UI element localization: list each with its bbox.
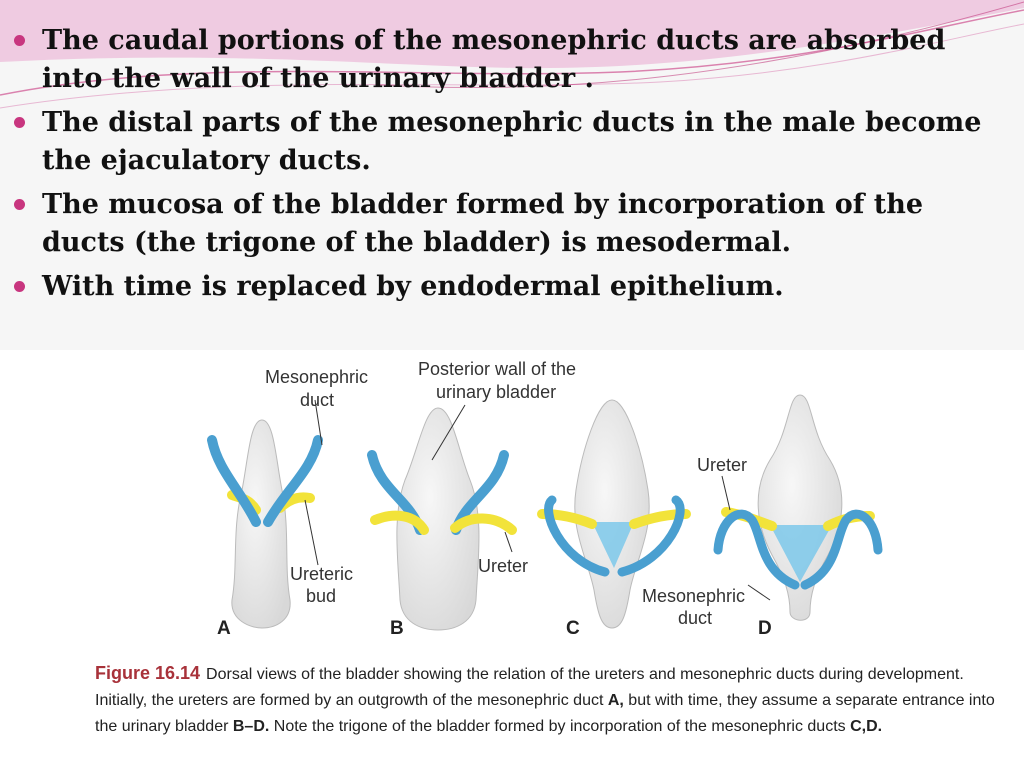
caption-text-2: but with time, they assume a separate entrance into the urinary bladder <box>95 692 995 735</box>
bullet-dot-icon <box>14 281 25 292</box>
bullet-text: The mucosa of the bladder formed by incorporation of the ducts (the trigone of the bladder) is mesodermal. <box>42 189 924 258</box>
caption-text-1: Dorsal views of the bladder showing the relation of the ureters and mesonephric ducts during development. Initially, the ureters are formed by an outgrowth of the mesonephric duct <box>95 666 964 709</box>
caption-bold-1: A, <box>607 692 624 709</box>
bullet-text: The caudal portions of the mesonephric ducts are absorbed into the wall of the urinary bladder . <box>42 25 946 94</box>
label-ureteric-bud: Ureteric <box>290 564 354 584</box>
panel-letter-a: A <box>217 618 231 639</box>
bladder-d <box>758 395 842 620</box>
label-mesonephric-duct-d: Mesonephric <box>642 586 746 606</box>
bullet-text: The distal parts of the mesonephric ducts in the male become the ejaculatory ducts. <box>42 107 982 176</box>
bullet-dot-icon <box>14 199 25 210</box>
panel-letter-c: C <box>566 618 580 639</box>
bullet-item <box>12 22 1012 98</box>
bullet-dot-icon <box>14 35 25 46</box>
label-ureteric-bud-2: bud <box>306 586 337 606</box>
bullet-list <box>12 22 1012 312</box>
label-posterior-wall-2: urinary bladder <box>436 382 557 402</box>
label-ureter-b: Ureter <box>478 556 529 576</box>
bladder-diagram <box>0 350 1024 660</box>
bladder-c <box>575 400 649 628</box>
label-ureter-d: Ureter <box>697 455 748 475</box>
bullet-item <box>12 268 1012 306</box>
label-mesonephric-duct-d-2: duct <box>678 608 713 628</box>
caption-bold-2: B–D. <box>232 718 270 735</box>
figure-caption <box>95 660 995 740</box>
panel-a <box>212 367 368 639</box>
caption-figure-number: Figure 16.14 <box>95 663 201 683</box>
panel-letter-d: D <box>758 618 772 639</box>
bullet-item <box>12 186 1012 262</box>
label-mesonephric-duct-a: Mesonephric <box>265 367 369 387</box>
caption-bold-3: C,D. <box>850 718 883 735</box>
bullet-dot-icon <box>14 117 25 128</box>
bullet-text: With time is replaced by endodermal epithelium. <box>42 271 784 302</box>
caption-text-3: Note the trigone of the bladder formed by incorporation of the mesonephric ducts <box>269 718 851 735</box>
bullet-item <box>12 104 1012 180</box>
panel-b <box>372 359 576 639</box>
panel-letter-b: B <box>390 618 404 639</box>
label-posterior-wall: Posterior wall of the <box>418 359 577 379</box>
label-mesonephric-duct-a-2: duct <box>300 390 335 410</box>
bladder-a <box>232 420 290 628</box>
